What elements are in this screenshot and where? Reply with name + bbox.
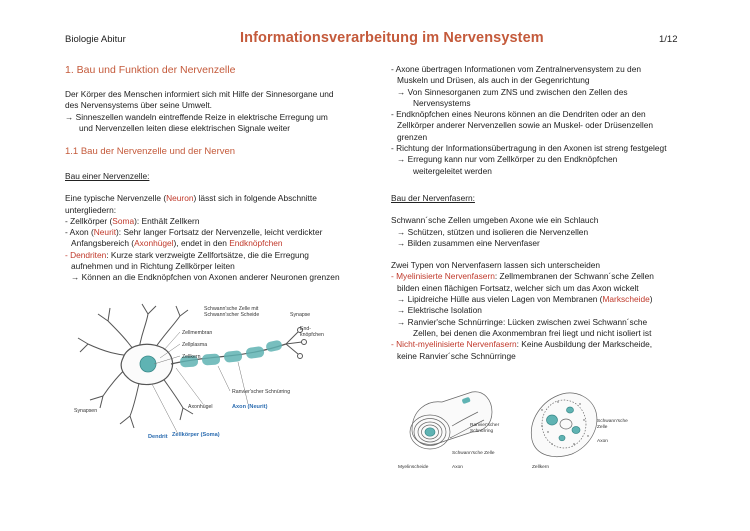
highlight-term: - Myelinisierte Nervenfasern [391, 271, 495, 282]
label-zellplasma: Zellplasma [182, 342, 208, 348]
label-ranvier: Ranvier'scher [470, 423, 500, 428]
text-line: - Endknöpfchen eines Neurons können an die Dendriten oder an den [391, 109, 646, 120]
label-zellmembran: Zellmembran [182, 330, 213, 336]
subsection-title: 1.1 Bau der Nervenzelle und der Nerven [65, 146, 236, 157]
text-line: Muskeln und Drüsen, als auch in der Gegenrichtung [397, 75, 590, 86]
text-line: → Bilden zusammen eine Nervenfaser [397, 237, 540, 248]
label-schwann: Schwann'sche Zelle mit [204, 306, 259, 312]
text-line: - Zellkörper (Soma): Enthält Zellkern [65, 215, 200, 226]
highlight-term: Neuron [166, 193, 194, 204]
label-endknoepfchen: knöpfchen [300, 332, 324, 338]
subject-label: Biologie Abitur [65, 34, 126, 45]
fiber-diagram [392, 380, 642, 475]
text-line: → Erregung kann nur vom Zellkörper zu den Endknöpfchen [397, 154, 618, 165]
section-title: 1. Bau und Funktion der Nervenzelle [65, 64, 236, 76]
text-line: → Schützen, stützen und isolieren die Nervenzellen [397, 226, 589, 237]
fasern-heading: Bau der Nervenfasern: [391, 193, 475, 203]
text-line: Zellkörper anderer Nervenzellen sowie an Muskel- oder Drüsenzellen [397, 120, 653, 131]
label-ranvier: Schnürring [470, 429, 494, 434]
text-line: Zwei Typen von Nervenfasern lassen sich unterscheiden [391, 260, 601, 271]
text-line: grenzen [397, 131, 428, 142]
label-schwann-r: Zelle [597, 425, 608, 430]
highlight-term: Soma [112, 215, 135, 226]
text-line: Nervensystems [413, 97, 471, 108]
neuron-diagram [68, 296, 358, 446]
text-line: Schwann´sche Zellen umgeben Axone wie ein Schlauch [391, 215, 599, 226]
label-zellkern: Zellkern [532, 465, 550, 470]
intro-line: des Nervensystems über seine Umwelt. [65, 100, 212, 111]
page-title: Informationsverarbeitung im Nervensystem [240, 30, 544, 46]
text-line: - Myelinisierte Nervenfasern: Zellmembranen der Schwann´sche Zellen [391, 271, 654, 282]
nucleus [140, 356, 156, 372]
text-line: bilden einen flächigen Fortsatz, welcher sich um das Axon wickelt [397, 282, 639, 293]
page-number: 1/12 [659, 34, 678, 45]
label-zellkern: Zellkern [182, 354, 201, 360]
text-line: untergliedern: [65, 204, 117, 215]
intro-line: Der Körper des Menschen informiert sich mit Hilfe der Sinnesorgane und [65, 89, 334, 99]
text-line: → Lipidreiche Hülle aus vielen Lagen von Membranen (Markscheide) [397, 294, 653, 305]
text-line: keine Ranvier´sche Schnürringe [397, 350, 516, 361]
text-line: → Von Sinnesorganen zum ZNS und zwischen den Zellen des [397, 86, 628, 97]
text-line: Zellen, bei denen die Axonmembran frei liegt und nicht isoliert ist [413, 327, 652, 338]
intro-line: → Sinneszellen wandeln eintreffende Reize in elektrische Erregung um [65, 111, 328, 122]
text-line: → Können an die Endknöpfchen von Axonen anderer Neuronen grenzen [71, 272, 340, 283]
label-axon: Axon (Neurit) [232, 404, 268, 410]
text-line: - Axone übertragen Informationen vom Zentralnervensystem zu den [391, 64, 641, 74]
intro-line: und Nervenzellen leiten diese elektrischen Signale weiter [79, 122, 291, 133]
highlight-term: Neurit [93, 227, 117, 238]
highlight-term: Markscheide [602, 294, 650, 305]
label-ranvier: Ranvier'scher Schnürring [232, 389, 291, 395]
highlight-term: Endknöpfchen [229, 238, 283, 249]
text-line: - Richtung der Informationsübertragung in den Axonen ist streng festgelegt [391, 143, 667, 154]
label-synapsen: Synapsen [74, 408, 98, 414]
text-line: → Elektrische Isolation [397, 305, 482, 316]
text-line: → Ranvier'sche Schnürringe: Lücken zwischen zwei Schwann´sche [397, 316, 648, 327]
nonmyelinated-fiber [531, 393, 597, 457]
label-schwann: Schwann'sche Zelle [452, 451, 495, 456]
label-myelin: Myelinscheide [398, 465, 429, 470]
text-line: - Dendriten: Kurze stark verzweigte Zellfortsätze, die die Erregung [65, 249, 309, 260]
label-axonhuegel: Axonhügel [188, 404, 213, 410]
label-zellkoerper: Zellkörper (Soma) [172, 432, 220, 438]
text-line: - Nicht-myelinisierte Nervenfasern: Keine Ausbildung der Markscheide, [391, 339, 653, 350]
label-dendrit: Dendrit [148, 434, 168, 440]
fiber-text [391, 193, 701, 362]
highlight-term: - Nicht-myelinisierte Nervenfasern [391, 339, 517, 350]
label-axon-r: Axon [597, 439, 608, 444]
neuron-text [65, 171, 375, 284]
myelinated-fiber [410, 392, 492, 449]
label-schwann-r: Schwann'sche [597, 419, 628, 424]
text-line: Anfangsbereich (Axonhügel), endet in den Endknöpfchen [71, 238, 283, 249]
label-endknoepfchen: End- [300, 326, 311, 332]
intro-paragraph [65, 89, 365, 134]
highlight-term: Axonhügel [134, 238, 174, 249]
label-schwann: Schwann'scher Scheide [204, 312, 260, 318]
text-line: aufnehmen und in Richtung Zellkörper leiten [71, 261, 235, 272]
text-line: - Axon (Neurit): Sehr langer Fortsatz der Nervenzelle, leicht verdickter [65, 227, 323, 238]
text-line: Eine typische Nervenzelle (Neuron) lässt sich in folgende Abschnitte [65, 193, 317, 204]
axon-text [391, 64, 701, 177]
bau-heading: Bau einer Nervenzelle: [65, 171, 150, 181]
highlight-term: - Dendriten [65, 249, 107, 260]
label-synapse: Synapse [290, 312, 311, 318]
text-line: weitergeleitet werden [413, 165, 492, 176]
label-axon: Axon [452, 465, 463, 470]
